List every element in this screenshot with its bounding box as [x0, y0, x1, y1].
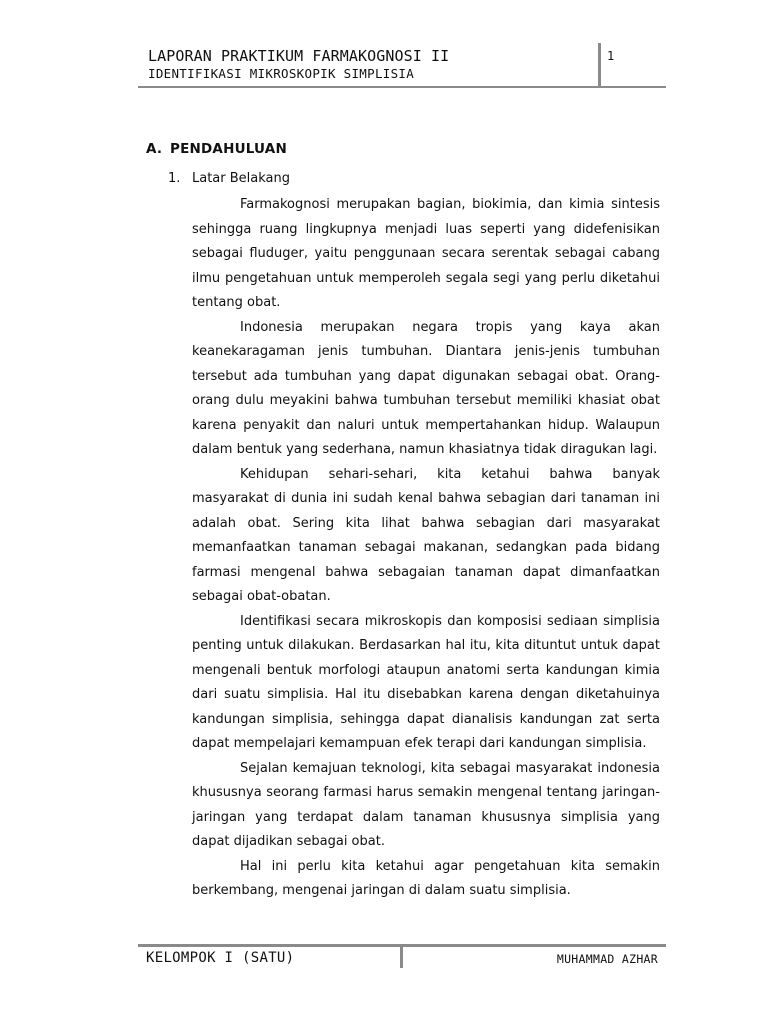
section-title: PENDAHULUAN — [170, 141, 287, 157]
header-divider-vertical — [598, 43, 601, 86]
paragraph: Sejalan kemajuan teknologi, kita sebagai masyarakat indonesia khususnya seorang farmasi harus semakin mengenal tentang jaringan-jaringan yang terdapat dalam tanaman khususnya simplisia yang dapat dijadikan sebagai obat. — [192, 760, 660, 849]
header-subtitle: IDENTIFIKASI MIKROSKOPIK SIMPLISIA — [148, 66, 415, 81]
section-number: A. — [146, 141, 163, 157]
page-number: 1 — [607, 49, 615, 63]
subsection-title: Latar Belakang — [192, 170, 291, 186]
paragraph: Identifikasi secara mikroskopis dan komposisi sediaan simplisia penting untuk dilakukan. Berdasarkan hal itu, kita dituntut untuk dapat mengenali bentuk morfologi ataupun anatomi serta kandungan kimia dari suatu simplisia. Hal itu disebabkan karena dengan diketahuinya kandungan simplisia, sehingga dapat dianalisis kandungan zat serta dapat mempelajari kemampuan efek terapi dari kandungan simplisia. — [192, 613, 660, 751]
footer-group-label: KELOMPOK I (SATU) — [146, 950, 295, 966]
footer-author: MUHAMMAD AZHAR — [556, 952, 658, 966]
subsection-number: 1. — [168, 170, 181, 186]
paragraph: Farmakognosi merupakan bagian, biokimia, dan kimia sintesis sehingga ruang lingkupnya menjadi luas seperti yang didefenisikan sebagai fluduger, yaitu penggunaan secara serentak sebagai cabang ilmu pengetahuan untuk memperoleh segala segi yang perlu diketahui tentang obat. — [192, 197, 660, 310]
paragraph: Indonesia merupakan negara tropis yang kaya akan keanekaragaman jenis tumbuhan. Diantara jenis-jenis tumbuhan tersebut ada tumbuhan yang dapat digunakan sebagai obat. Orang-orang dulu meyakini bahwa tumbuhan tersebut memiliki khasiat obat karena penyakit dan naluri untuk mempertahankan hidup. Walaupun dalam bentuk yang sederhana, namun khasiatnya tidak diragukan lagi. — [192, 319, 660, 457]
section-heading — [146, 137, 660, 162]
document-body — [146, 137, 660, 904]
paragraph: Kehidupan sehari-sehari, kita ketahui bahwa banyak masyarakat di dunia ini sudah kenal bahwa sebagian dari tanaman ini adalah obat. Sering kita lihat bahwa sebagian dari masyarakat memanfaatkan tanaman sebagai makanan, sedangkan pada bidang farmasi mengenal bahwa sebagaian tanaman dapat dimanfaatkan sebagai obat-obatan. — [192, 466, 660, 604]
paragraph: Hal ini perlu kita ketahui agar pengetahuan kita semakin berkembang, mengenai jaringan di dalam suatu simplisia. — [192, 858, 660, 898]
footer-divider-vertical — [400, 946, 403, 968]
header-rule — [138, 86, 666, 88]
subsection-heading — [168, 167, 660, 192]
header-title: LAPORAN PRAKTIKUM FARMAKOGNOSI II — [148, 47, 450, 65]
